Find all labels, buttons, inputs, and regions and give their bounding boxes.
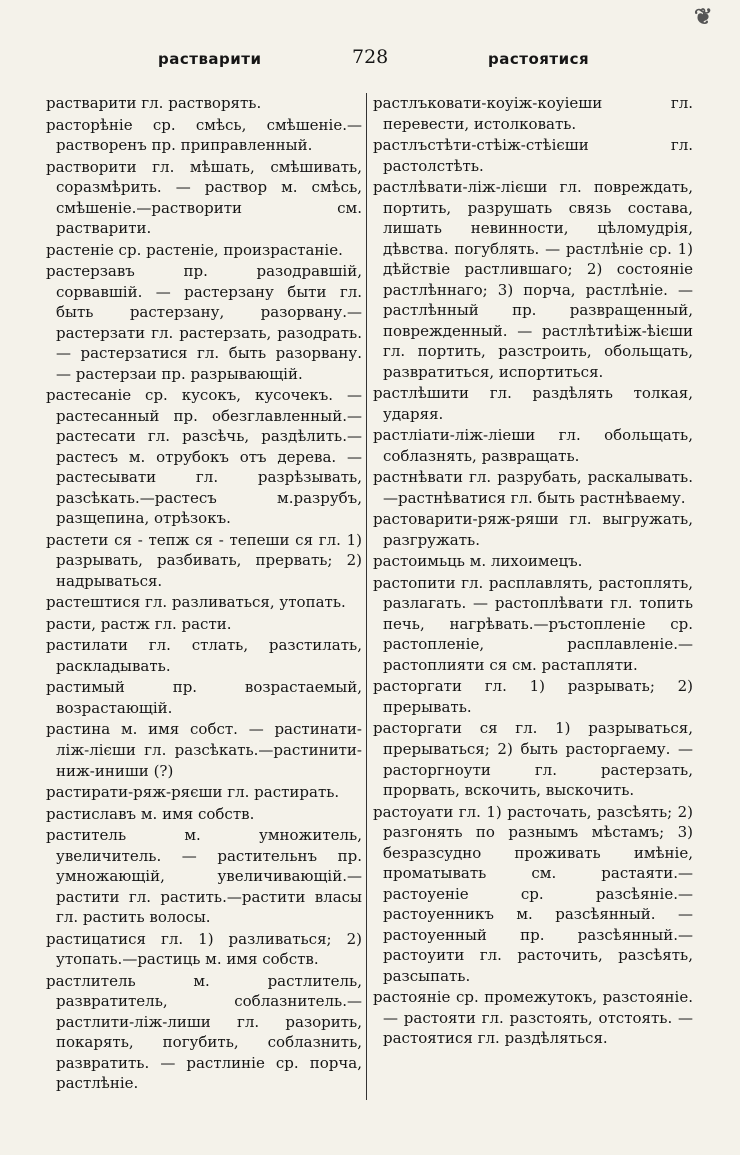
dictionary-entry: растояніе ср. промежутокъ, разстояніе. — растояти гл. разстоять, отстоять. — растоятися гл. раздѣляться. xyxy=(373,988,693,1048)
dictionary-entry: растоуати гл. 1) расточать, разсѣять; 2) разгонять по разнымъ мѣстамъ; 3) безразсудно проживать имѣніе, проматывать см. растаяти.—растоуеніе ср. разсѣяніе.—растоуенникъ м. разсѣянный. — растоуенный пр. разсѣянный.—растоуити гл. расточить, разсѣять, разсыпать. xyxy=(373,802,693,985)
dictionary-entry: растоварити-ряж-ряши гл. выгружать, разгружать. xyxy=(373,510,693,549)
left-running-headword: растварити xyxy=(158,50,262,68)
dictionary-entry: растлъковати-коуіж-коуіеши гл. перевести, истолковать. xyxy=(373,94,693,133)
dictionary-entry: растина м. имя собст. — растинати-ліж-лієши гл. разсѣкать.—растинити-ниж-иниши (?) xyxy=(46,720,362,780)
dictionary-entry: растліати-ліж-ліеши гл. обольщать, соблазнять, развращать. xyxy=(373,426,693,465)
dictionary-entry: растнѣвати гл. разрубать, раскалывать.—растнѣватися гл. быть растнѣваему. xyxy=(373,468,693,507)
right-running-headword: растоятися xyxy=(488,50,590,68)
dictionary-entry: растештися гл. разливаться, утопать. xyxy=(46,593,346,612)
dictionary-entry: растесаніе ср. кусокъ, кусочекъ. — растесанный пр. обезглавленный.— растесати гл. разсѣчь, раздѣлить.— растесъ м. отрубокъ отъ дерева. — растесывати гл. разрѣзывать, разсѣкать.—растесъ м.разрубъ, разщепина, отрѣзокъ. xyxy=(46,386,362,528)
dictionary-entry: растимый пр. возрастаемый, возрастающій. xyxy=(46,678,362,717)
dictionary-entry: растоимьць м. лихоимецъ. xyxy=(373,552,583,571)
dictionary-entry: растиславъ м. имя собств. xyxy=(46,804,255,823)
dictionary-entry: растирати-ряж-ряєши гл. растирать. xyxy=(46,783,340,802)
dictionary-entry: расти, растж гл. расти. xyxy=(46,614,232,633)
dictionary-entry: растерзавъ пр. разодравшій, сорвавшій. — растерзану быти гл. быть растерзану, разорвану.—растерзати гл. растерзать, разодрать. — растерзатися гл. быть разорвану. — растерзаи пр. разрывающій. xyxy=(46,262,362,383)
dictionary-entry: растлѣвати-ліж-лієши гл. повреждать, портить, разрушать связь состава, лишать невинности, цѣломудрія, дѣвства. погублять. — растлѣніе ср. 1) дѣйствіе растлившаго; 2) состояніе растлѣннаго; 3) порча, растлѣніе. — растлѣнный пр. развращенный, поврежденный. — растлѣтиѣіж-ѣієши гл. портить, разстроить, обольщать, развратиться, испортиться. xyxy=(373,178,693,381)
corner-mark: ❦ xyxy=(694,4,713,30)
dictionary-entry: расторгати гл. 1) разрывать; 2) прерывать. xyxy=(373,677,693,716)
page-header xyxy=(0,46,740,80)
left-column xyxy=(46,93,362,1095)
right-column xyxy=(373,93,693,1050)
dictionary-entry: растлъстѣти-стѣіж-стѣієши гл. растолстѣть. xyxy=(373,136,693,175)
page-number: 728 xyxy=(352,46,389,68)
column-divider xyxy=(366,93,367,1100)
dictionary-entry: растопити гл. расплавлять, растоплять, разлагать. — растоплѣвати гл. топить печь, нагрѣвать.—ръстопленіе ср. растопленіе, расплавленіе.—растоплияти ся см. растапляти. xyxy=(373,573,693,674)
dictionary-entry: растлѣшити гл. раздѣлять толкая, ударяя. xyxy=(373,384,693,423)
dictionary-entry: расторѣніе ср. смѣсь, смѣшеніе.— растворенъ пр. приправленный. xyxy=(46,115,362,155)
dictionary-entry: раститель м. умножитель, увеличитель. — растительнъ пр. умножающій, увеличивающій.—растити гл. растить.—растити власы гл. растить волосы. xyxy=(46,826,362,927)
dictionary-entry: расторгати ся гл. 1) разрываться, прерываться; 2) быть расторгаему. — расторгноути гл. растерзать, прорвать, вскочить, выскочить. xyxy=(373,719,693,800)
dictionary-entry: растицатися гл. 1) разливаться; 2) утопать.—растиць м. имя собств. xyxy=(46,929,362,969)
dictionary-entry: растлитель м. растлитель, развратитель, соблазнитель.—растлити-ліж-лиши гл. разорить, покарять, погубить, соблазнить, развратить. — растлиніе ср. порча, растлѣніе. xyxy=(46,971,362,1093)
dictionary-entry: растварити гл. растворять. xyxy=(46,94,262,112)
dictionary-entry: растеніе ср. растеніе, произрастаніе. xyxy=(46,240,343,259)
dictionary-entry: растети ся - тепж ся - тепеши ся гл. 1) разрывать, разбивать, прервать; 2) надрываться. xyxy=(46,530,362,590)
dictionary-entry: растилати гл. стлать, разстилать, раскладывать. xyxy=(46,636,362,675)
dictionary-entry: растворити гл. мѣшать, смѣшивать, соразмѣрить. — раствор м. смѣсь, смѣшеніе.—растворити см. растварити. xyxy=(46,157,362,238)
